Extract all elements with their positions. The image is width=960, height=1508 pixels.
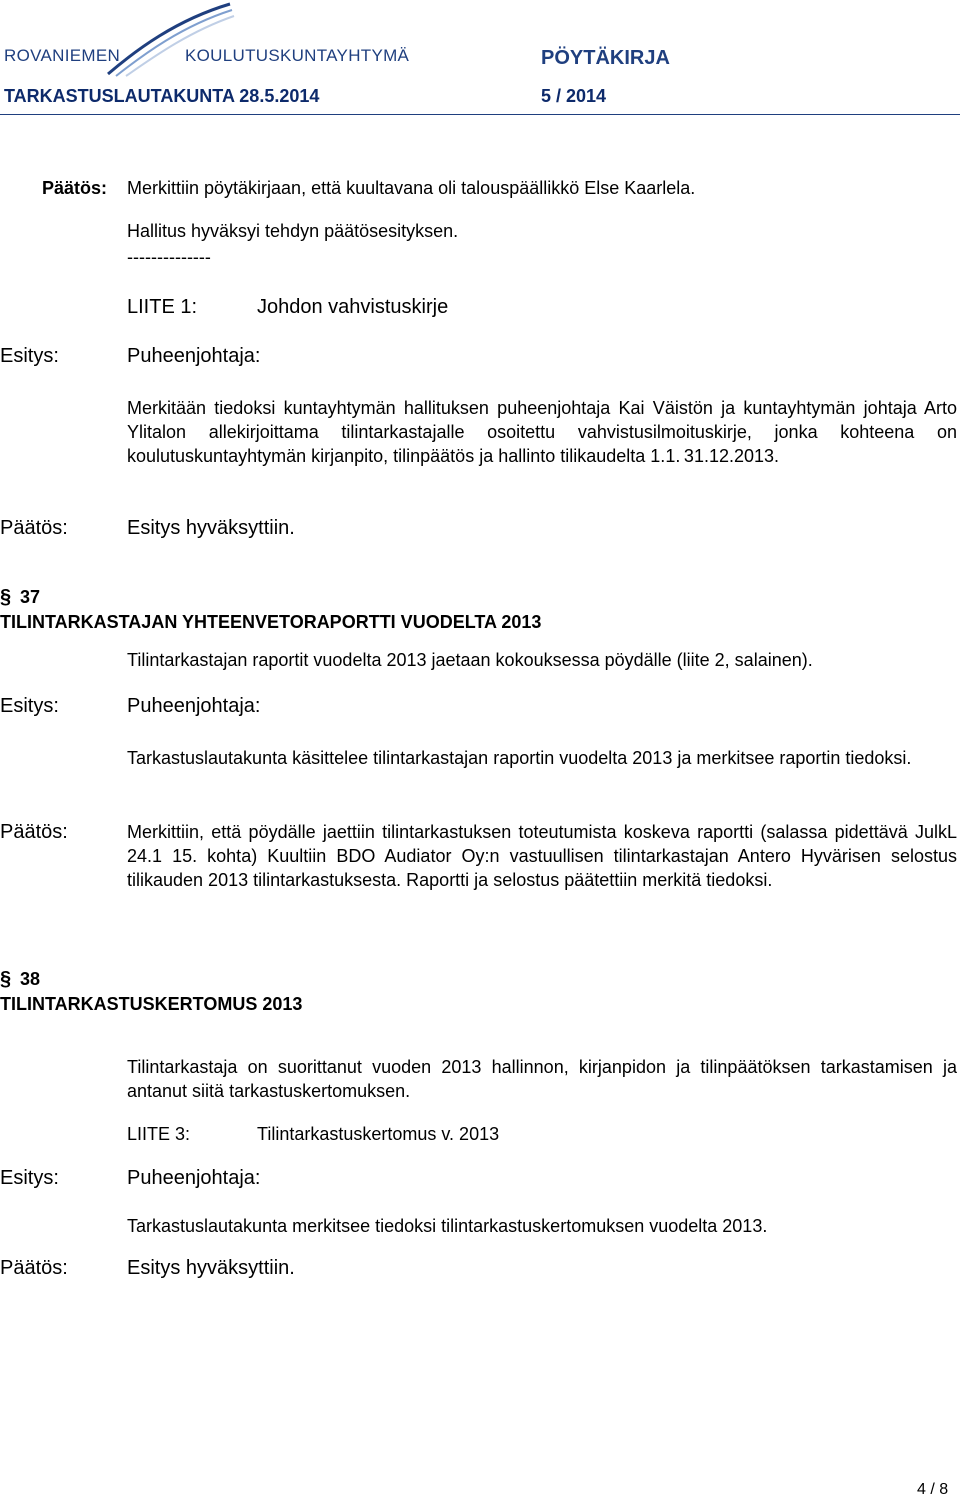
paatos-label: Päätös: xyxy=(42,178,108,198)
paatos-text-2: Hallitus hyväksyi tehdyn päätösesityksen. xyxy=(127,221,459,241)
esitys-label: Esitys: xyxy=(0,695,59,717)
separator-line: -------------- xyxy=(127,247,211,267)
section-number-value: 38 xyxy=(20,969,41,989)
logo-org-part1: ROVANIEMEN xyxy=(4,46,121,65)
section-number xyxy=(0,585,40,609)
section-number-value: 37 xyxy=(20,587,41,607)
liite-title: Tilintarkastuskertomus v. 2013 xyxy=(257,1124,500,1144)
meeting-title: TARKASTUSLAUTAKUNTA 28.5.2014 xyxy=(4,86,320,106)
liite-label: LIITE 3: xyxy=(127,1124,191,1144)
puheenjohtaja-label: Puheenjohtaja: xyxy=(127,1167,261,1189)
section-number xyxy=(0,967,40,991)
header-rule xyxy=(0,114,960,115)
esitys-paragraph: Tarkastuslautakunta käsittelee tilintarkastajan raportin vuodelta 2013 ja merkitsee raportin tiedoksi. xyxy=(127,748,912,768)
section-intro: Tilintarkastajan raportit vuodelta 2013 jaetaan kokouksessa pöydälle (liite 2, salainen). xyxy=(127,650,813,670)
document-type: PÖYTÄKIRJA xyxy=(541,47,670,69)
meeting-number: 5 / 2014 xyxy=(541,86,607,106)
liite-title: Johdon vahvistuskirje xyxy=(257,296,449,318)
section-intro: Tilintarkastaja on suorittanut vuoden 2013 hallinnon, kirjanpidon ja tilinpäätöksen tarkastamisen ja antanut siitä tarkastuskertomuksen. xyxy=(127,1057,957,1101)
logo-org-part2: KOULUTUSKUNTAYHTYMÄ xyxy=(185,46,410,65)
liite-label: LIITE 1: xyxy=(127,296,198,318)
puheenjohtaja-label: Puheenjohtaja: xyxy=(127,695,261,717)
paatos-label: Päätös: xyxy=(0,1257,68,1279)
paatos-text: Esitys hyväksyttiin. xyxy=(127,1257,295,1279)
puheenjohtaja-label: Puheenjohtaja: xyxy=(127,345,261,367)
esitys-label: Esitys: xyxy=(0,345,59,367)
paatos-label: Päätös: xyxy=(0,821,68,843)
paatos-text: Esitys hyväksyttiin. xyxy=(127,517,295,539)
paatos-label: Päätös: xyxy=(0,517,68,539)
esitys-label: Esitys: xyxy=(0,1167,59,1189)
page-number: 4 / 8 xyxy=(917,1481,949,1498)
paragraph-sign-icon: § xyxy=(0,586,12,608)
esitys-paragraph: Merkitään tiedoksi kuntayhtymän hallituksen puheenjohtaja Kai Väistön ja kuntayhtymän johtaja Arto Ylitalon allekirjoittama tilintarkastajalle osoitettu vahvistusilmoituskirje, jonka kohteena on koulutuskuntayhtymän kirjanpito, tilinpäätös ja hallinto tilikaudelta 1.1. 31.12.2013. xyxy=(127,398,957,466)
section-title: TILINTARKASTAJAN YHTEENVETORAPORTTI VUODELTA 2013 xyxy=(0,612,542,632)
section-title: TILINTARKASTUSKERTOMUS 2013 xyxy=(0,994,303,1014)
paragraph-sign-icon: § xyxy=(0,968,12,990)
esitys-paragraph: Tarkastuslautakunta merkitsee tiedoksi tilintarkastuskertomuksen vuodelta 2013. xyxy=(127,1216,768,1236)
paatos-text: Merkittiin pöytäkirjaan, että kuultavana oli talouspäällikkö Else Kaarlela. xyxy=(127,178,696,198)
paatos-paragraph: Merkittiin, että pöydälle jaettiin tilintarkastuksen toteutumista koskeva raportti (salassa pidettävä JulkL 24.1 15. kohta) Kuultiin BDO Audiator Oy:n vastuullisen tilintarkastajan Antero Hyvärisen selostus tilikauden 2013 tilintarkastuksesta. Raportti ja selostus päätettiin merkitä tiedoksi. xyxy=(127,822,957,890)
